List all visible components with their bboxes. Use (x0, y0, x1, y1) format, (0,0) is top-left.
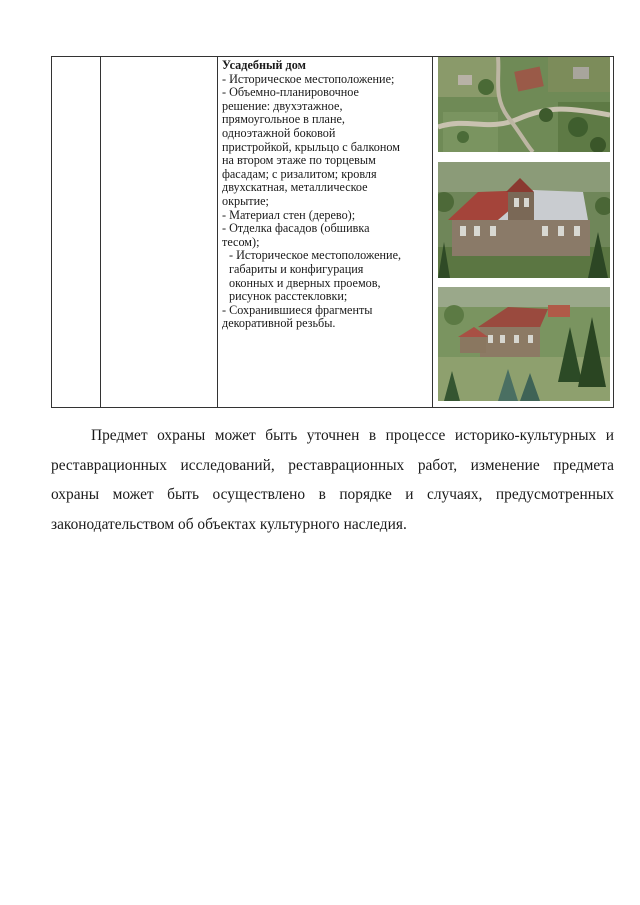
description-line: - Историческое местоположение, (229, 248, 402, 263)
paragraph-line: Предмет охраны может быть уточнен в процессе историко-культурных и (91, 427, 614, 444)
description-line: решение: двухэтажное, (222, 98, 343, 113)
aerial-side-view-photo (438, 287, 610, 401)
column-divider (432, 57, 433, 407)
paragraph-line: охраны может быть осуществлено в порядке и случаях, предусмотренных (51, 486, 614, 503)
description-line: двухскатная, металлическое (222, 180, 368, 195)
protection-note-paragraph (51, 421, 614, 539)
object-title: Усадебный дом (222, 58, 306, 72)
description-line: - Объемно-планировочное (222, 85, 359, 100)
description-line: тесом); (222, 234, 260, 249)
description-line: фасадам; с ризалитом; кровля (222, 166, 377, 181)
column-divider (217, 57, 218, 407)
description-line: - Сохранившиеся фрагменты (222, 302, 373, 317)
description-line: - Историческое местоположение; (222, 71, 395, 86)
description-line: оконных и дверных проемов, (229, 275, 381, 290)
paragraph-line: реставрационных исследований, реставрационных работ, изменение предмета (51, 456, 614, 474)
object-description-cell (222, 59, 430, 331)
protection-table-row (51, 56, 614, 408)
description-line: габариты и конфигурация (229, 261, 364, 276)
paragraph-line: законодательством об объектах культурного наследия. (51, 515, 407, 533)
description-line: пристройкой, крыльцо с балконом (222, 139, 400, 154)
description-line: окрытие; (222, 193, 269, 208)
description-line: - Материал стен (дерево); (222, 207, 356, 222)
description-line: одноэтажной боковой (222, 125, 336, 140)
description-line: - Отделка фасадов (обшивка (222, 221, 370, 236)
description-line: рисунок расстекловки; (229, 289, 348, 304)
description-line: прямоугольное в плане, (222, 112, 345, 127)
description-line: декоративной резьбы. (222, 316, 336, 331)
column-divider (100, 57, 101, 407)
description-line: на втором этаже по торцевым (222, 153, 376, 168)
aerial-top-view-photo (438, 57, 610, 152)
manor-house-front-photo (438, 162, 610, 278)
